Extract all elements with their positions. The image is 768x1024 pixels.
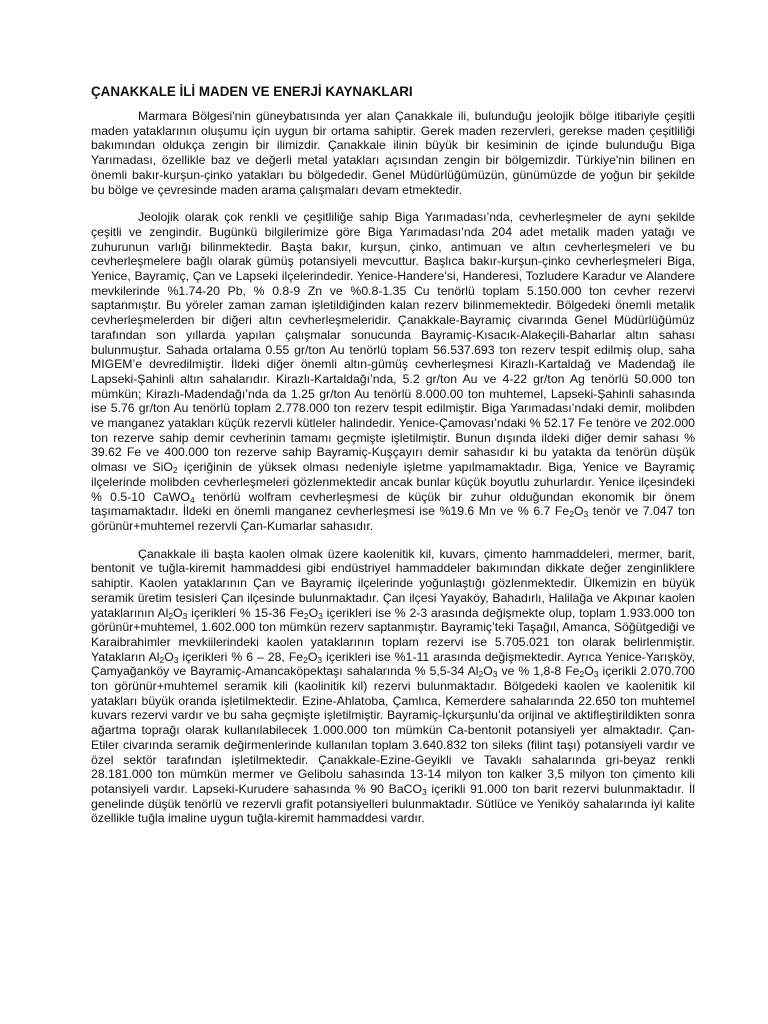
text-segment: içerikleri % 6 – 28, Fe (178, 649, 304, 664)
subscript: 2 (172, 465, 178, 476)
text-segment: O (584, 664, 594, 679)
subscript: 2 (159, 654, 165, 665)
text-segment: O (308, 605, 319, 620)
text-segment: Jeolojik olarak çok renkli ve çeşitliliğe sahip Biga Yarımadası’nda, cevherleşmeler de aynı şekilde çeşitli ve zengindir. Bugünkü bilgilerimize göre Biga Yarımadası’nda 204 adet metalik maden yatağı ve zuhurunun varlığı bilinmektedir. Başta bakır, kurşun, çinko, antimuan ve altın cevherleşmeleri ve bu cevherleşmelere bağlı olarak gümüş potansiyeli mevcuttur. Başlıca bakır-kurşun-çinko cevherleşmeleri Biga, Yenice, Bayramiç, Çan ve Lapseki ilçelerindedir. Yenice-Handere’si, Handeresi, Tozludere Karadur ve Alandere mevkilerinde %1.74-20 Pb, % 0.8-9 Zn ve %0.8-1.35 Cu tenörlü toplam 5.150.000 ton cevher rezervi saptanmıştır. Bu yöreler zaman zaman işletildiğinden kalan rezerv bilinmemektedir. Bölgedeki önemli metalik cevherleşmelerden bir diğeri altın cevherleşmeleridir. Çanakkale-Bayramiç civarında Genel Müdürlüğümüz tarafından son yıllarda yapılan çalışmalar sonucunda Bayramiç-Kısacık-Alakeçili-Baharlar altın sahası bulunmuştur. Sahada ortalama 0.55 gr/ton Au tenörlü toplam 56.537.693 ton rezerv tespit edilmiş olup, saha MIGEM’e devredilmiştir. İldeki diğer önemli altın-gümüş cevherleşmesi Kirazlı-Kartaldağ ve Madendağ ile Lapseki-Şahinli altın sahalarıdır. Kirazlı-Kartaldağı’nda, 5.2 gr/ton Au ve 4-22 gr/ton Ag tenörlü 50.000 ton mümkün; Kirazlı-Madendağı’nda da 1.25 gr/ton Au tenörlü 8.000.00 ton muhtemel, Lapseki-Şahinli sahasında ise 5.76 gr/ton Au tenörlü toplam 2.778.000 ton rezerv tespit edilmiştir. Biga Yarımadası’ndaki demir, molibden ve manganez yatakları küçük rezervli kütleler halindedir. Yenice-Çamovası’ndaki % 52.17 Fe tenöre ve 202.000 ton rezerve sahip demir cevherinin tamamı geçmişte işletilmiştir. Bunun dışında ildeki diğer demir sahası % 39.62 Fe ve 400.000 ton rezerve sahip Bayramiç-Kuşçayırı demir sahasıdır ki bu yatakta da tenörün düşük olması ve SiO (91, 210, 695, 475)
text-segment: O (483, 664, 493, 679)
paragraph-2 (91, 210, 695, 533)
text-segment: içerikleri ise %1-11 arasında değişmektedir. Ayrıca Yenice-Yarışköy, Çamyağanköy ve Bayramiç-Amancaköpektaşı sahalarında % 5,5-34 Al (91, 649, 695, 679)
text-segment: ve % 1,8-8 Fe (497, 664, 580, 679)
text-segment: O (164, 649, 174, 664)
subscript: 4 (189, 494, 195, 505)
subscript: 2 (569, 509, 574, 520)
text-segment: içerikli 91.000 ton barit rezervi bulunmaktadır. İl genelinde düşük tenörlü ve rezervli grafit potansiyelleri bulunmaktadır. Sütlüce ve Yeniköy sahalarında iyi kalite özellikle tuğla imaline uygun tuğla-kiremit hammaddesi vardır. (91, 781, 695, 826)
subscript: 2 (303, 610, 309, 621)
text-segment: içerikli 2.070.700 ton görünür+muhtemel seramik kili (kaolinitik kil) rezervi bulunmaktadır. Bölgedeki kaolen ve kaolenitik kil yatakları büyük oranda işletilmektedir. Ezine-Ahlatoba, Çamlıca, Kemerdere sahalarında 22.650 ton muhtemel kuvars rezervi vardır ve bu saha geçmişte işletilmiştir. Bayramiç-İçkurşunlu’da orijinal ve aktifleştirildikten sonra ağartma toprağı olarak kullanılabilecek 1.000.000 ton mümkün Ca-bentonit potansiyeli yer almaktadır. Çan-Etiler civarında seramik değirmenlerinde kullanılan toplam 3.640.832 ton sileks (filint taşı) potansiyeli vardır ve özel sektör tarafından işletilmektedir. Çanakkale-Ezine-Geyikli ve Tavaklı sahalarında gri-beyaz renkli 28.181.000 ton mümkün mermer ve Gelibolu sahasında 13-14 milyon ton kalker 3,5 milyon ton çimento kili potansiyeli vardır. Lapseki-Kurudere sahasında % 90 BaCO (91, 664, 695, 796)
text-segment: O (173, 605, 183, 620)
text-segment: içeriğinin de yüksek olması nedeniyle işletme yapılmamaktadır. Biga, Yenice ve Bayramiç ilçelerinde molibden cevherleşmeleri gözlenmektedir ancak bunlar küçük boyutlu zuhurlardır. Yenice ilçesindeki % 0.5-10 CaWO (91, 460, 695, 504)
paragraph-3 (91, 547, 695, 826)
text-segment: içerikleri % 15-36 Fe (187, 605, 304, 620)
paragraph-1 (91, 109, 695, 197)
subscript: 3 (492, 669, 498, 680)
subscript: 2 (168, 610, 174, 621)
text-segment: O (573, 504, 584, 519)
document-title: ÇANAKKALE İLİ MADEN VE ENERJİ KAYNAKLARI (91, 84, 413, 99)
subscript: 3 (593, 669, 599, 680)
text-segment: Çanakkale ili başta kaolen olmak üzere kaolenitik kil, kuvars, çimento hammaddeleri, mermer, barit, bentonit ve tuğla-kiremit hammaddesi gibi endüstriyel hammaddeler bakımından dikkate değer zenginliklere sahiptir. Kaolen yataklarının Çan ve Bayramiç ilçelerinde yoğunlaştığı gözlenmektedir. Ülkemizin en büyük seramik üretim tesisleri Çan ilçesinde bulunmaktadır. Çan ilçesi Yayaköy, Bahadırlı, Halilağa ve Akpınar kaolen yataklarının Al (91, 546, 695, 620)
text-segment: O (307, 649, 318, 664)
subscript: 3 (182, 610, 188, 621)
text-segment: tenörlü wolfram cevherleşmesi de küçük bir zuhur olduğundan ekonomik bir önem taşımamaktadır. İldeki en önemli manganez cevherleşmesi ise %19.6 Mn ve % 6.7 Fe (91, 489, 696, 519)
subscript: 3 (318, 610, 323, 621)
subscript: 2 (303, 654, 308, 665)
document-page (91, 84, 695, 839)
text-segment: Marmara Bölgesi'nin güneybatısında yer alan Çanakkale ili, bulunduğu jeolojik bölge itibariyle çeşitli maden yataklarının oluşumu için uygun bir ortama sahiptir. Gerek maden rezervleri, gerekse maden çeşitliliği bakımından oldukça zengin bir ilimizdir. Çanakkale ilinin büyük bir kesiminin de içinde bulunduğu Biga Yarımadası, özellikle baz ve değerli metal yatakları açısından zengin bir bölgemizdir. Türkiye'nin bilinen en önemli bakır-kurşun-çinko yatakları bu bölgededir. Genel Müdürlüğümüzün, günümüzde de yoğun bir şekilde bu bölge ve çevresinde maden arama çalışmaları devam etmektedir. (91, 109, 695, 197)
subscript: 3 (422, 786, 427, 797)
subscript: 3 (583, 509, 589, 520)
subscript: 2 (579, 669, 585, 680)
subscript: 3 (173, 654, 179, 665)
text-segment: tenör ve 7.047 ton görünür+muhtemel rezervli Çan-Kumarlar sahasıdır. (91, 504, 695, 533)
subscript: 2 (478, 669, 484, 680)
text-segment: içerikleri ise % 2-3 arasında değişmekte olup, toplam 1.933.000 ton görünür+muhtemel, 1.602.000 ton mümkün rezerv saptanmıştır. Bayramiç’teki Taşağıl, Amanca, Söğütgediği ve Karaibrahimler mevkiilerindeki kaolen yataklarının toplam rezervi ise 5.705.021 ton olarak belirlenmiştir. Yatakların Al (91, 605, 695, 664)
subscript: 3 (317, 654, 323, 665)
